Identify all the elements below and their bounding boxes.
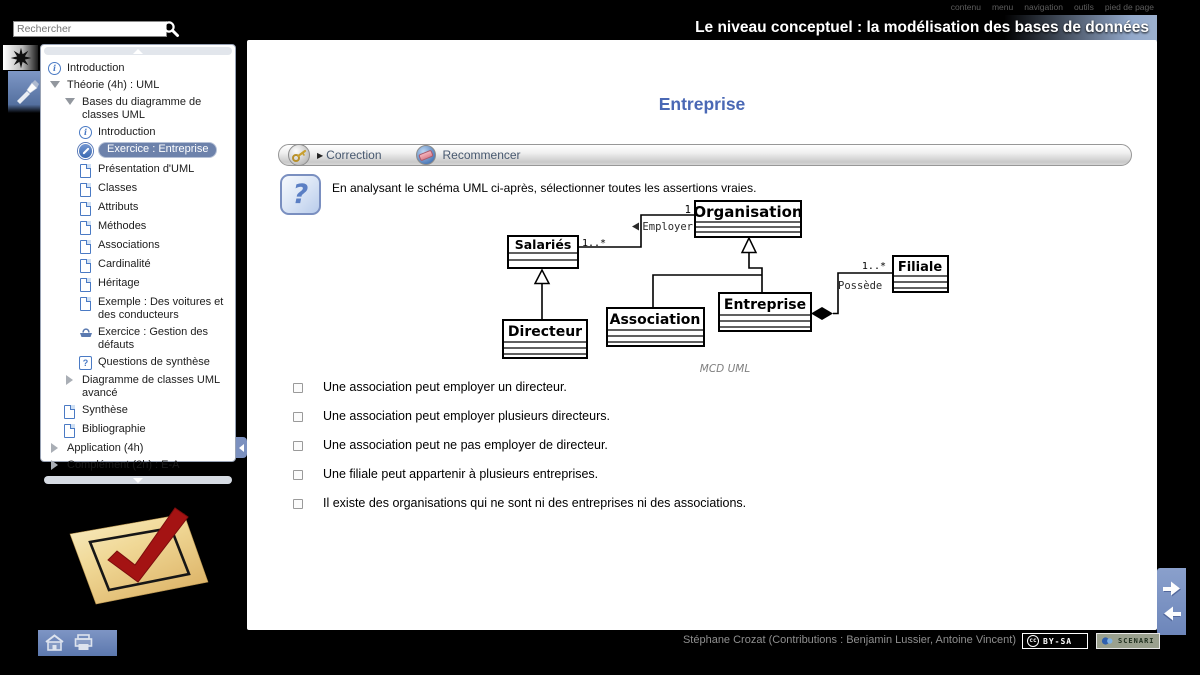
multiplicity-organisation: 1 <box>684 204 691 216</box>
assertion-text: Il existe des organisations qui ne sont ni des entreprises ni des associations. <box>323 496 747 510</box>
class-directeur <box>503 320 587 358</box>
exercise-toolbar <box>278 144 1132 166</box>
outline-label-selected: Exercice : Entreprise <box>98 142 217 158</box>
outline-item-attributs[interactable] <box>41 199 233 218</box>
content-panel <box>247 40 1157 630</box>
link-menu[interactable]: menu <box>991 2 1014 12</box>
outline-item-exercice-entreprise[interactable] <box>41 141 233 161</box>
class-entreprise <box>719 293 811 331</box>
outline-item-bibliographie[interactable] <box>41 421 233 440</box>
cc-icon: cc <box>1027 635 1039 647</box>
outline-label: Attributs <box>98 201 139 213</box>
chevron-right-icon <box>51 460 58 470</box>
class-salaries <box>508 236 578 268</box>
outline-scroll-up[interactable] <box>44 47 232 55</box>
brush-icon <box>14 79 40 105</box>
info-icon: i <box>79 126 92 139</box>
info-icon: i <box>48 62 61 75</box>
document-icon <box>80 221 91 235</box>
svg-text:Filiale: Filiale <box>897 260 943 275</box>
checkbox[interactable] <box>293 499 303 509</box>
scenari-logo-icon <box>1101 636 1114 646</box>
outline-item-classes[interactable] <box>41 180 233 199</box>
link-outils[interactable]: outils <box>1073 2 1094 12</box>
cc-license-label: BY-SA <box>1043 636 1073 646</box>
eraser-icon <box>416 145 436 165</box>
svg-text:Salariés: Salariés <box>514 237 572 252</box>
scenari-label: SCENARI <box>1118 637 1155 645</box>
svg-text:Entreprise: Entreprise <box>723 297 807 313</box>
chevron-right-icon <box>51 443 58 453</box>
class-organisation <box>693 201 802 237</box>
outline-label: Bibliographie <box>82 423 146 435</box>
possede-label: Possède <box>838 280 883 292</box>
assertion-row <box>247 409 1157 423</box>
footer-tools <box>38 630 117 656</box>
play-marker-icon: ▶ <box>317 150 324 160</box>
document-title-bar <box>520 15 1157 41</box>
outline-label: Théorie (4h) : UML <box>67 79 160 91</box>
quiz-icon: ? <box>79 356 92 370</box>
document-icon <box>80 240 91 254</box>
chevron-down-icon <box>65 98 75 105</box>
correction-label: Correction <box>326 148 382 162</box>
document-icon <box>64 424 75 438</box>
arrow-down-icon <box>133 478 143 483</box>
assertion-text: Une filiale peut appartenir à plusieurs entreprises. <box>323 467 599 481</box>
search-icon <box>162 20 180 38</box>
employer-label: Employer <box>642 221 693 233</box>
outline-label: Introduction <box>67 62 125 74</box>
outline-item-heritage[interactable] <box>41 275 233 294</box>
composition-diamond <box>811 307 833 320</box>
outline-label: Diagramme de classes UML avancé <box>82 374 220 399</box>
checkbox[interactable] <box>293 412 303 422</box>
key-icon <box>288 144 310 166</box>
sidebar-collapse-handle[interactable] <box>236 437 247 458</box>
outline-label: Questions de synthèse <box>98 356 210 368</box>
outline-label: Classes <box>98 182 138 194</box>
generalization-triangle-organisation <box>742 238 756 253</box>
outline-item-introduction-2[interactable] <box>41 124 233 141</box>
outline-label: Héritage <box>98 277 140 289</box>
document-icon <box>80 278 91 292</box>
class-filiale <box>893 256 948 292</box>
entreprise-generalization-line <box>749 253 762 294</box>
outline-label: Bases du diagramme de classes UML <box>82 96 202 121</box>
correction-button[interactable] <box>288 144 382 166</box>
document-icon <box>80 259 91 273</box>
workshop-icon <box>79 326 93 338</box>
outline-label: Présentation d'UML <box>98 163 195 175</box>
document-icon <box>80 202 91 216</box>
outline-item-theorie[interactable] <box>41 77 233 94</box>
search-button[interactable] <box>161 19 181 38</box>
outline-label: Méthodes <box>98 220 147 232</box>
outline-label: Synthèse <box>82 404 128 416</box>
cc-license-badge[interactable] <box>1022 633 1088 649</box>
scenari-badge[interactable] <box>1096 633 1160 649</box>
outline-item-cardinalite[interactable] <box>41 256 233 275</box>
outline-item-bases-diagramme[interactable] <box>41 94 233 124</box>
star-icon <box>10 47 32 69</box>
restart-label: Recommencer <box>442 148 521 162</box>
outline-item-synthese[interactable] <box>41 402 233 421</box>
outline-item-exemple-voitures[interactable] <box>41 294 233 324</box>
generalization-triangle-salaries <box>535 270 549 284</box>
uml-diagram <box>480 195 960 390</box>
course-outline-panel <box>40 44 236 471</box>
home-button[interactable] <box>44 633 65 653</box>
outline-label: Exemple : Des voitures et des conducteurs <box>98 296 224 321</box>
document-icon <box>64 405 75 419</box>
outline-tree <box>41 57 235 474</box>
chevron-down-icon <box>50 81 60 88</box>
question-text: En analysant le schéma UML ci-après, sélectionner toutes les assertions vraies. <box>332 181 757 195</box>
svg-text:Association: Association <box>609 312 701 328</box>
outline-label: Introduction <box>98 126 156 138</box>
svg-text:Directeur: Directeur <box>507 324 583 340</box>
outline-item-associations[interactable] <box>41 237 233 256</box>
author-credits: Stéphane Crozat (Contributions : Benjamin Lussier, Antoine Vincent) <box>682 634 1016 646</box>
assertion-text: Une association peut employer plusieurs directeurs. <box>323 409 610 423</box>
print-button[interactable] <box>73 633 94 653</box>
checkbox[interactable] <box>293 383 303 393</box>
document-icon <box>80 297 91 311</box>
chevron-right-icon <box>66 375 73 385</box>
outline-label: Cardinalité <box>98 258 151 270</box>
outline-item-introduction[interactable] <box>41 60 233 77</box>
assertion-row <box>247 438 1157 452</box>
assertion-text: Une association peut employer un directeur. <box>323 380 567 394</box>
svg-text:Organisation: Organisation <box>693 203 803 221</box>
link-contenu[interactable]: contenu <box>950 2 981 12</box>
outline-label: Application (4h) <box>67 442 144 454</box>
outline-item-presentation-uml[interactable] <box>41 161 233 180</box>
checkbox[interactable] <box>293 441 303 451</box>
checkbox[interactable] <box>293 470 303 480</box>
employer-direction-arrow <box>632 223 639 231</box>
exercise-pen-icon <box>78 143 93 159</box>
search-input[interactable] <box>13 21 167 37</box>
outline-item-application[interactable] <box>41 440 233 457</box>
outline-item-questions-synthese[interactable] <box>41 354 233 372</box>
assertion-row <box>247 467 1157 481</box>
outline-scroll-down[interactable] <box>44 476 232 484</box>
multiplicity-filiale: 1..* <box>861 261 886 272</box>
page-navigation-panel <box>1157 568 1186 635</box>
previous-page-button[interactable] <box>1161 605 1183 624</box>
restart-button[interactable] <box>416 145 521 165</box>
document-icon <box>80 164 91 178</box>
document-title: Le niveau conceptuel : la modélisation des bases de données <box>695 19 1149 36</box>
outline-label: Complément (2h) : E-A <box>67 459 180 471</box>
outline-item-exercice-defauts[interactable] <box>41 324 233 354</box>
class-association <box>607 308 704 346</box>
arrow-left-icon <box>239 444 244 452</box>
assertion-text: Une association peut ne pas employer de directeur. <box>323 438 608 452</box>
theme-star-button[interactable] <box>3 45 38 70</box>
assertion-list <box>247 380 1157 525</box>
accessibility-links <box>951 2 1154 12</box>
arrow-up-icon <box>133 49 143 54</box>
link-navigation[interactable]: navigation <box>1024 2 1063 12</box>
assertion-row <box>247 496 1157 510</box>
document-icon <box>80 183 91 197</box>
link-pied-de-page[interactable]: pied de page <box>1104 2 1154 12</box>
outline-label: Associations <box>98 239 160 251</box>
multiplicity-salaries: 1..* <box>582 238 607 249</box>
outline-item-methodes[interactable] <box>41 218 233 237</box>
checklist-note-illustration <box>50 498 222 625</box>
page-title: Entreprise <box>658 94 746 114</box>
diagram-caption: MCD UML <box>699 363 751 375</box>
next-page-button[interactable] <box>1161 580 1183 599</box>
assertion-row <box>247 380 1157 394</box>
outline-item-complement[interactable] <box>41 457 233 474</box>
outline-item-diagramme-avance[interactable] <box>41 372 233 402</box>
question-icon: ? <box>280 174 321 215</box>
outline-label: Exercice : Gestion des défauts <box>98 326 209 351</box>
